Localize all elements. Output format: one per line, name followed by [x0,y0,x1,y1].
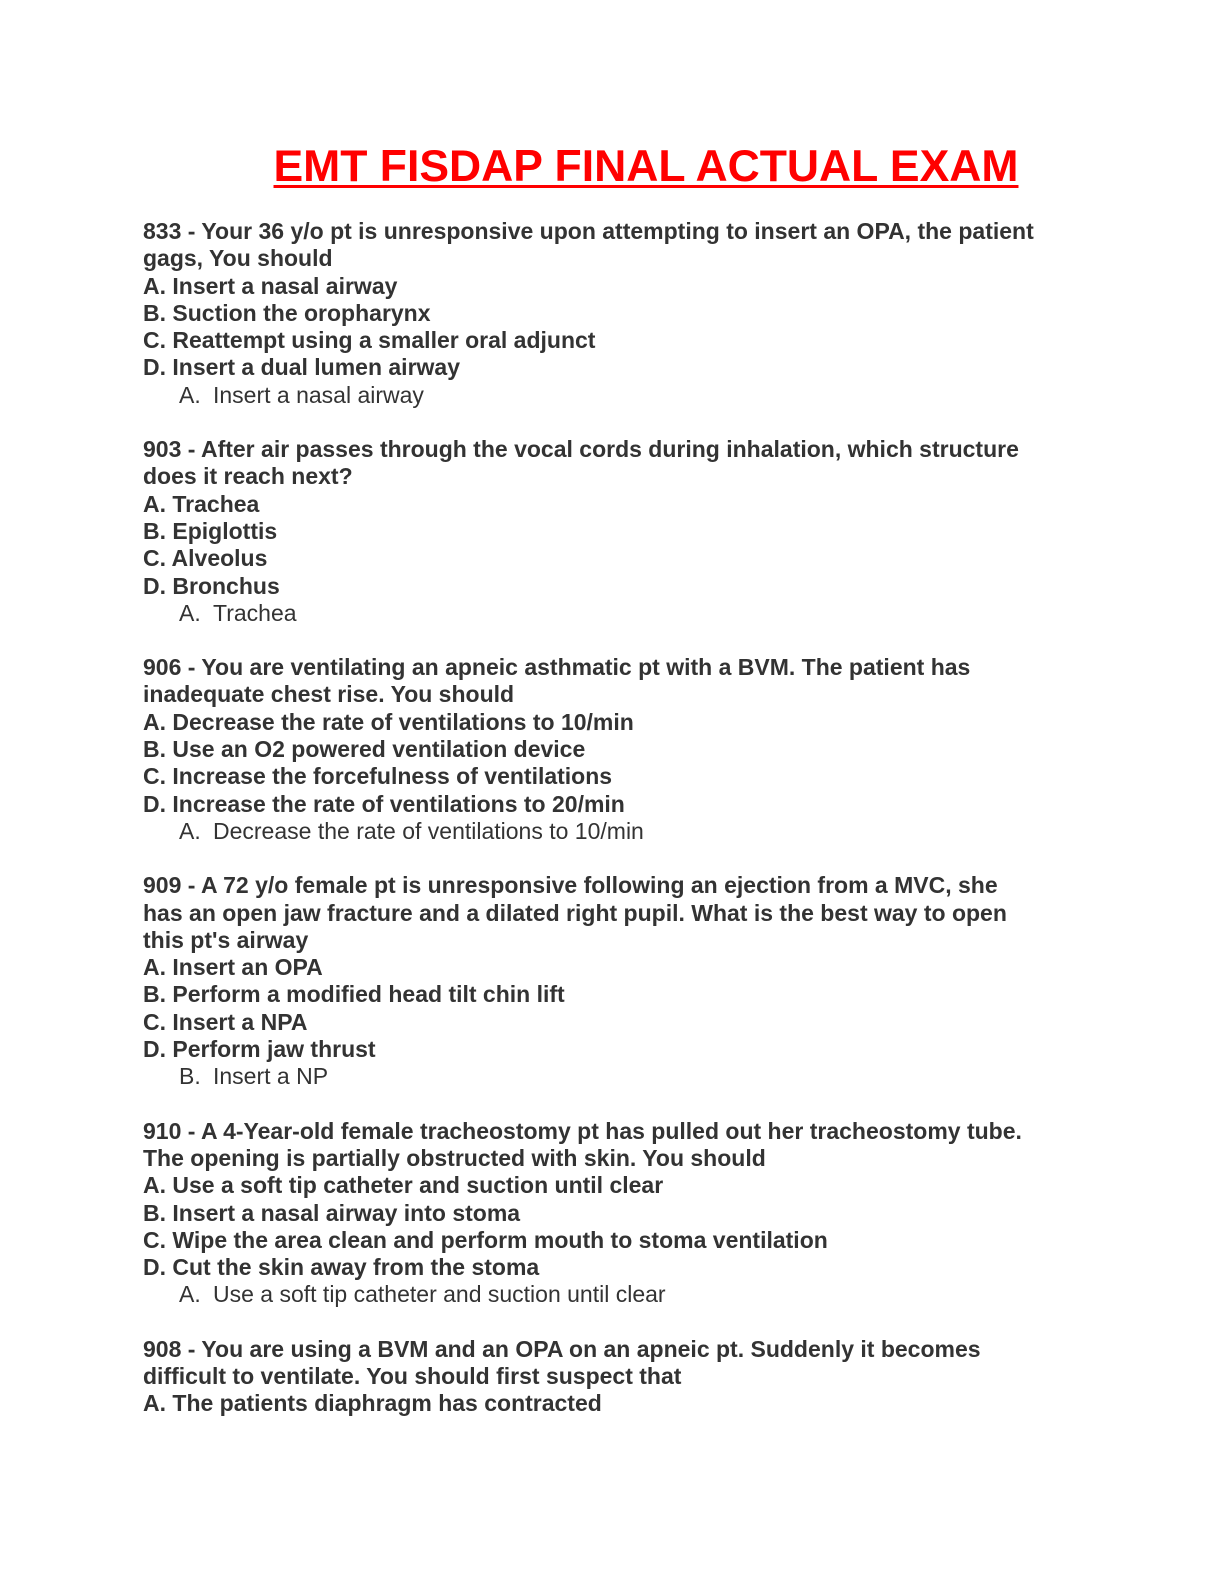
answer-option: C. Insert a NPA [143,1008,308,1035]
answer-option: B. Perform a modified head tilt chin lift [143,981,565,1008]
answer-option: A. Decrease the rate of ventilations to 10/min [143,708,634,735]
answer-option: A. The patients diaphragm has contracted [143,1390,602,1417]
correct-answer-text: Use a soft tip catheter and suction until clear [213,1281,666,1308]
correct-answer-letter: A. [179,1281,201,1308]
correct-answer [143,818,1083,845]
document-page [143,138,1083,1445]
answer-option: D. Cut the skin away from the stoma [143,1254,540,1281]
answer-option: A. Insert a nasal airway [143,272,398,299]
correct-answer-letter: A. [179,381,201,408]
answer-option: B. Use an O2 powered ventilation device [143,736,586,763]
question-block [143,872,1083,1090]
correct-answer-letter: A. [179,817,201,844]
correct-answer [143,600,1083,627]
question-text: 909 - A 72 y/o female pt is unresponsive following an ejection from a MVC, she [143,872,998,899]
correct-answer-text: Insert a NP [213,1063,329,1090]
question-text: inadequate chest rise. You should [143,681,515,708]
answer-option: A. Trachea [143,490,260,517]
question-text: this pt's airway [143,926,309,953]
answer-option: C. Wipe the area clean and perform mouth to stoma ventilation [143,1226,828,1253]
question-text: gags, You should [143,245,333,272]
question-block [143,1336,1083,1418]
question-text: 833 - Your 36 y/o pt is unresponsive upon attempting to insert an OPA, the patient [143,218,1034,244]
question-block [143,1118,1083,1309]
answer-option: B. Insert a nasal airway into stoma [143,1199,521,1226]
question-list [143,218,1083,1418]
answer-option: A. Insert an OPA [143,954,323,981]
question-text: 903 - After air passes through the vocal cords during inhalation, which structure [143,436,1019,463]
correct-answer-text: Trachea [213,599,297,626]
question-text: 908 - You are using a BVM and an OPA on an apneic pt. Suddenly it becomes [143,1335,981,1362]
answer-option: C. Increase the forcefulness of ventilations [143,763,613,790]
answer-option: B. Epiglottis [143,517,278,544]
correct-answer-letter: A. [179,599,201,626]
question-block [143,436,1083,627]
correct-answer [143,1281,1083,1308]
correct-answer-text: Decrease the rate of ventilations to 10/min [213,817,644,844]
correct-answer [143,1063,1083,1090]
answer-option: A. Use a soft tip catheter and suction until clear [143,1172,664,1199]
correct-answer [143,382,1083,409]
document-title: EMT FISDAP FINAL ACTUAL EXAM [273,142,1019,191]
question-text: 910 - A 4-Year-old female tracheostomy pt has pulled out her tracheostomy tube. [143,1117,1022,1144]
question-text: The opening is partially obstructed with skin. You should [143,1144,766,1171]
question-block [143,654,1083,845]
correct-answer-text: Insert a nasal airway [213,381,424,408]
answer-option: D. Bronchus [143,572,280,599]
answer-option: D. Perform jaw thrust [143,1036,376,1063]
question-text: has an open jaw fracture and a dilated right pupil. What is the best way to open [143,899,1007,926]
answer-option: C. Alveolus [143,545,268,572]
answer-option: B. Suction the oropharynx [143,299,431,326]
answer-option: C. Reattempt using a smaller oral adjunct [143,327,596,354]
question-text: 906 - You are ventilating an apneic asthmatic pt with a BVM. The patient has [143,654,971,681]
question-block [143,218,1083,409]
answer-option: D. Increase the rate of ventilations to 20/min [143,790,625,817]
question-text: does it reach next? [143,463,353,490]
answer-option: D. Insert a dual lumen airway [143,354,460,381]
question-text: difficult to ventilate. You should first suspect that [143,1362,682,1389]
correct-answer-letter: B. [179,1063,201,1090]
